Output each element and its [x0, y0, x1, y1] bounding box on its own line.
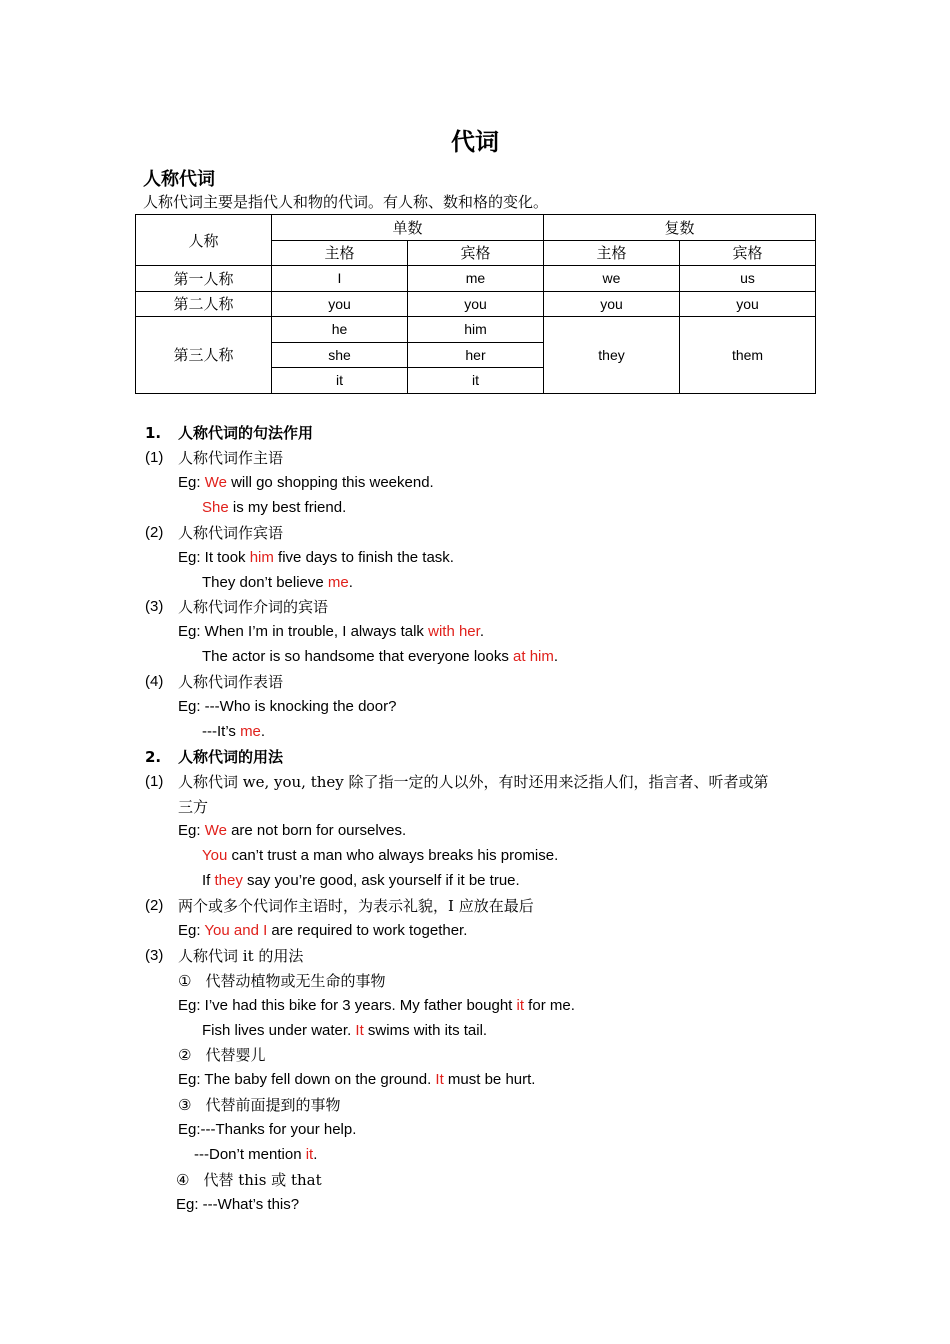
sub-title: 人称代词作主语: [178, 449, 284, 467]
example-line: ---It’s me.: [202, 723, 266, 740]
pronoun-table: [135, 214, 816, 394]
row-label: 第一人称: [136, 266, 272, 292]
row-label: 第二人称: [136, 291, 272, 317]
example-line: If they say you’re good, ask yourself if it be true.: [202, 872, 520, 889]
table-cell: I: [272, 266, 408, 292]
table-row: [136, 291, 816, 317]
header-plural-subject: 主格: [544, 240, 680, 266]
table-cell: we: [544, 266, 680, 292]
sub-title: 人称代词作宾语: [178, 524, 284, 542]
table-cell: you: [272, 291, 408, 317]
header-singular-object: 宾格: [408, 240, 544, 266]
sub-title: 人称代词 it 的用法: [178, 947, 304, 965]
sub-number: (3): [145, 947, 164, 964]
table-cell: you: [680, 291, 816, 317]
part1-number: 1.: [145, 424, 162, 442]
row-label: 第三人称: [136, 317, 272, 394]
table-cell: us: [680, 266, 816, 292]
sub-number: (3): [145, 598, 164, 615]
example-line: Fish lives under water. It swims with its tail.: [202, 1022, 488, 1039]
header-person: 人称: [136, 215, 272, 266]
part2-number: 2.: [145, 748, 162, 766]
sub-title: 人称代词作介词的宾语: [178, 598, 329, 616]
example-line: Eg: ---Who is knocking the door?: [178, 698, 397, 715]
list-item: ② 代替婴儿: [178, 1046, 266, 1064]
table-cell: them: [680, 317, 816, 394]
example-line: Eg: I’ve had this bike for 3 years. My father bought it for me.: [178, 997, 575, 1014]
header-plural: 复数: [544, 215, 816, 241]
table-cell: me: [408, 266, 544, 292]
table-cell: she: [272, 342, 408, 368]
header-singular-subject: 主格: [272, 240, 408, 266]
example-line: They don’t believe me.: [202, 574, 353, 591]
sub-title: 两个或多个代词作主语时，为表示礼貌，I 应放在最后: [178, 897, 534, 915]
sub-number: (2): [145, 524, 164, 541]
sub-title: 人称代词作表语: [178, 673, 284, 691]
example-line: ---Don’t mention it.: [194, 1146, 318, 1163]
section-intro: 人称代词主要是指代人和物的代词。有人称、数和格的变化。: [143, 193, 549, 211]
table-cell: her: [408, 342, 544, 368]
table-cell: they: [544, 317, 680, 394]
section-heading: 人称代词: [143, 169, 215, 190]
sub-number: (1): [145, 449, 164, 466]
part1-heading: 人称代词的句法作用: [178, 424, 314, 442]
example-line: She is my best friend.: [202, 499, 347, 516]
list-item: ③ 代替前面提到的事物: [178, 1096, 341, 1114]
sub-title-continued: 三方: [178, 798, 209, 816]
list-item: ④ 代替 this 或 that: [176, 1171, 322, 1189]
example-line: Eg: ---What’s this?: [176, 1196, 300, 1213]
header-singular: 单数: [272, 215, 544, 241]
table-row: [136, 266, 816, 292]
table-cell: you: [544, 291, 680, 317]
page-title: 代词: [451, 128, 499, 156]
sub-number: (4): [145, 673, 164, 690]
sub-title: 人称代词 we, you, they 除了指一定的人以外，有时还用来泛指人们，指言者、听者或第: [178, 773, 769, 791]
table-cell: it: [408, 368, 544, 394]
part2-heading: 人称代词的用法: [178, 748, 284, 766]
example-line: Eg: We are not born for ourselves.: [178, 822, 407, 839]
example-line: Eg:---Thanks for your help.: [178, 1121, 357, 1138]
sub-number: (2): [145, 897, 164, 914]
table-cell: you: [408, 291, 544, 317]
example-line: Eg: You and I are required to work together.: [178, 922, 468, 939]
table-cell: it: [272, 368, 408, 394]
example-line: You can’t trust a man who always breaks his promise.: [202, 847, 559, 864]
table-cell: him: [408, 317, 544, 343]
sub-number: (1): [145, 773, 164, 790]
table-row: [136, 317, 816, 343]
example-line: Eg: It took him five days to finish the task.: [178, 549, 454, 566]
example-line: Eg: The baby fell down on the ground. It must be hurt.: [178, 1071, 536, 1088]
header-plural-object: 宾格: [680, 240, 816, 266]
table-cell: he: [272, 317, 408, 343]
example-line: Eg: We will go shopping this weekend.: [178, 474, 434, 491]
list-item: ① 代替动植物或无生命的事物: [178, 972, 386, 990]
example-line: The actor is so handsome that everyone looks at him.: [202, 648, 559, 665]
example-line: Eg: When I’m in trouble, I always talk with her.: [178, 623, 484, 640]
